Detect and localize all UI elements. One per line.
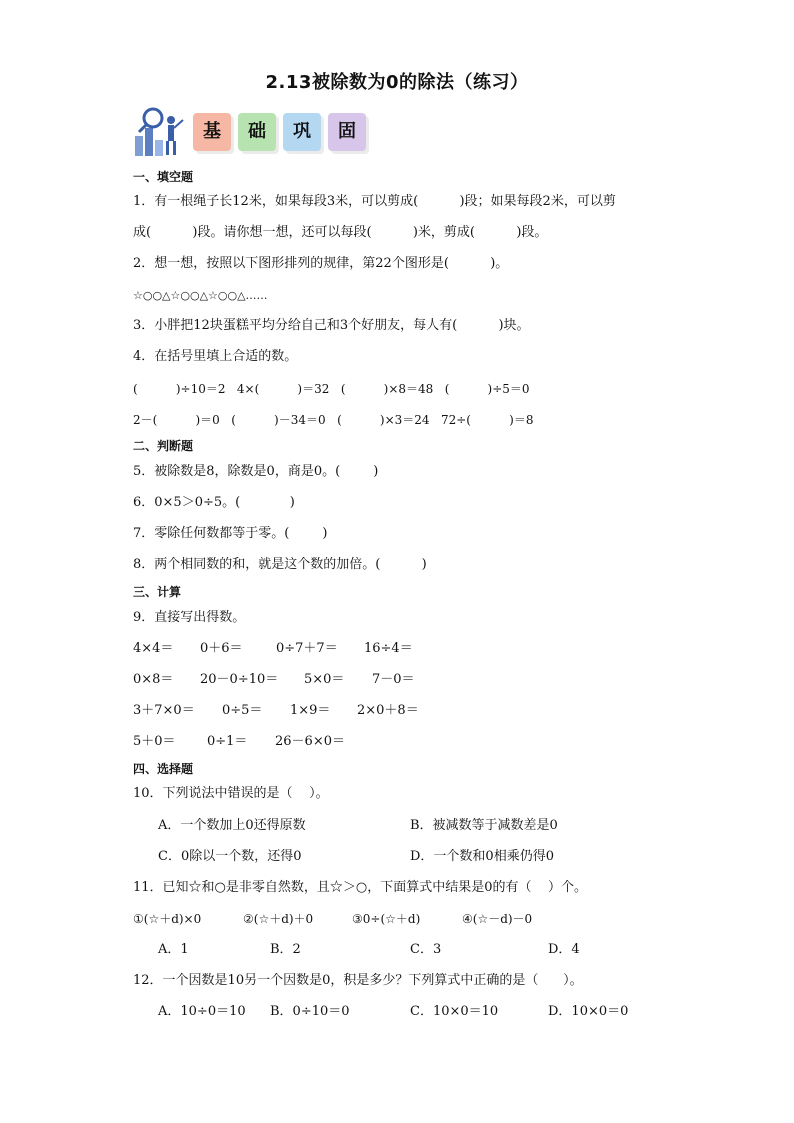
question-10: 10．下列说法中错误的是（ ）。 <box>133 786 329 801</box>
expression-3: ③0÷(☆＋d) <box>352 912 421 926</box>
calc-item: 26－6×0＝ <box>275 734 345 749</box>
option-a: A．1 <box>158 942 189 957</box>
option-a: A．10÷0＝10 <box>158 1004 246 1019</box>
section-banner <box>131 106 381 158</box>
section-heading-true-false: 二、判断题 <box>133 439 194 453</box>
question-8: 8．两个相同数的和，就是这个数的加倍。( ) <box>133 557 427 572</box>
question-4: 4．在括号里填上合适的数。 <box>133 349 298 364</box>
calc-item: 0＋6＝ <box>200 641 243 656</box>
question-5: 5．被除数是8，除数是0，商是0。( ) <box>133 464 379 479</box>
calc-item: 2×0＋8＝ <box>357 703 419 718</box>
banner-tile-gu: 固 <box>328 113 366 151</box>
calc-item: 0÷1＝ <box>207 734 248 749</box>
calc-item: 0÷7＋7＝ <box>276 641 338 656</box>
option-b: B．被减数等于减数差是0 <box>410 818 558 833</box>
section-heading-calculation: 三、计算 <box>133 585 182 599</box>
calc-item: 0÷5＝ <box>222 703 263 718</box>
question-2-pattern: ☆○○△☆○○△☆○○△…… <box>133 289 268 302</box>
calc-item: 1×9＝ <box>290 703 331 718</box>
option-d: D．10×0＝0 <box>548 1004 629 1019</box>
question-1-line-2: 成( )段。请你想一想，还可以每段( )米，剪成( )段。 <box>133 225 548 240</box>
question-9: 9．直接写出得数。 <box>133 610 246 625</box>
expression-1: ①(☆＋d)×0 <box>133 912 202 926</box>
calc-item: 5×0＝ <box>304 672 345 687</box>
question-11: 11．已知☆和○是非零自然数，且☆＞○，下面算式中结果是0的有（ ）个。 <box>133 880 588 895</box>
banner-tile-gong: 巩 <box>283 113 321 151</box>
calc-item: 20－0÷10＝ <box>200 672 279 687</box>
page-title: 2.13被除数为0的除法（练习） <box>265 72 529 93</box>
calc-item: 16÷4＝ <box>364 641 413 656</box>
question-7: 7．零除任何数都等于零。( ) <box>133 526 328 541</box>
calc-item: 7－0＝ <box>372 672 415 687</box>
option-b: B．2 <box>270 942 301 957</box>
question-2: 2．想一想，按照以下图形排列的规律，第22个图形是( )。 <box>133 256 509 271</box>
question-3: 3．小胖把12块蛋糕平均分给自己和3个好朋友，每人有( )块。 <box>133 318 530 333</box>
section-heading-multiple-choice: 四、选择题 <box>133 762 194 776</box>
option-d: D．一个数和0相乘仍得0 <box>410 849 554 864</box>
expression-2: ②(☆＋d)＋0 <box>243 912 314 926</box>
option-d: D．4 <box>548 942 580 957</box>
calc-item: 0×8＝ <box>133 672 174 687</box>
magnifier-person-icon <box>131 106 191 158</box>
question-4-row-2: 2－( )＝0 ( )－34＝0 ( )×3＝24 72÷( )＝8 <box>133 413 534 427</box>
question-1-line-1: 1．有一根绳子长12米，如果每段3米，可以剪成( )段；如果每段2米，可以剪 <box>133 194 616 209</box>
option-c: C．3 <box>410 942 442 957</box>
option-b: B．0÷10＝0 <box>270 1004 350 1019</box>
calc-item: 5＋0＝ <box>133 734 176 749</box>
question-4-row-1: ( )÷10＝2 4×( )＝32 ( )×8＝48 ( )÷5＝0 <box>133 382 530 396</box>
section-heading-fill-in: 一、填空题 <box>133 170 194 184</box>
banner-tile-ji: 基 <box>193 113 231 151</box>
option-c: C．10×0＝10 <box>410 1004 499 1019</box>
question-12: 12．一个因数是10另一个因数是0，积是多少？下列算式中正确的是（ ）。 <box>133 973 583 988</box>
expression-4: ④(☆－d)－0 <box>462 912 533 926</box>
calc-item: 3＋7×0＝ <box>133 703 195 718</box>
question-6: 6．0×5＞0÷5。( ) <box>133 495 295 510</box>
option-c: C．0除以一个数，还得0 <box>158 849 302 864</box>
banner-tile-chu: 础 <box>238 113 276 151</box>
calc-item: 4×4＝ <box>133 641 174 656</box>
option-a: A．一个数加上0还得原数 <box>158 818 306 833</box>
